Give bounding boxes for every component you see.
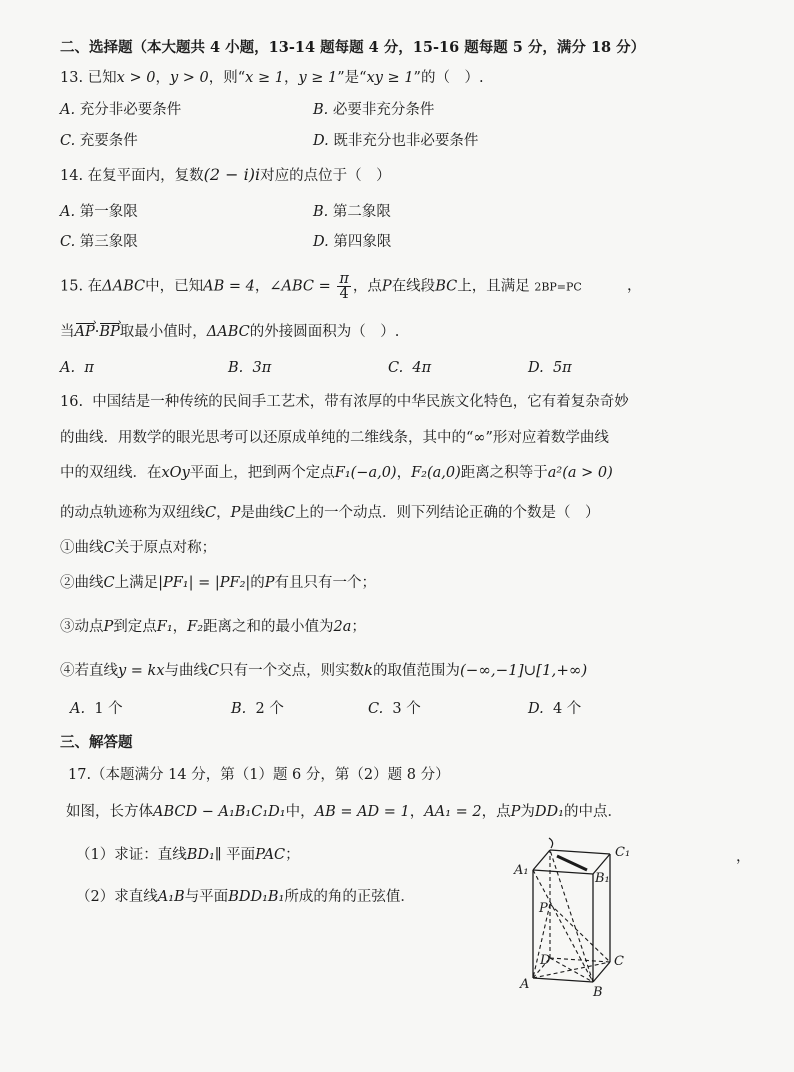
q15-angle-fraction: $\frac{\pi}{4}$	[339, 271, 349, 302]
q16-option-d: D. 4 个	[528, 701, 582, 717]
q14-option-d: D. 第四象限	[313, 234, 392, 250]
seg-pc	[550, 904, 610, 962]
q15-number: 15.	[60, 278, 84, 295]
label-c: C	[614, 954, 624, 969]
q15-option-b: B. 3π	[228, 360, 272, 376]
label-p: P	[539, 901, 548, 916]
q14-number: 14.	[60, 168, 84, 184]
section-2-heading: 二、选择题（本大题共 4 小题，13-14 题每题 4 分，15-16 题每题 5 分，满分 18 分）	[60, 39, 646, 56]
q16-option-c: C. 3 个	[368, 701, 421, 717]
q16-line3: 中的双纽线．在xOy平面上，把到两个定点F₁(−a,0)，F₂(a,0)距离之积等于a²(a > 0)	[60, 465, 613, 481]
label-b1: B₁	[595, 871, 610, 886]
q15-condition: 2BP=PC	[534, 280, 582, 294]
q16-statement-1: ①曲线C关于原点对称；	[60, 540, 217, 556]
q16-option-a: A. 1 个	[70, 701, 123, 717]
q13-option-c: C. 充要条件	[60, 133, 138, 149]
q17-part-2: （2）求直线A₁B与平面BDD₁B₁所成的角的正弦值．	[76, 889, 415, 905]
q15-option-c: C. 4π	[388, 360, 432, 376]
q15-option-a: A. π	[60, 360, 94, 376]
edge-ab	[533, 978, 593, 982]
q17-stem: 如图，长方体ABCD − A₁B₁C₁D₁中，AB = AD = 1，AA₁ = 2，点P为DD₁的中点．	[66, 804, 622, 820]
q13-option-b: B. 必要非充分条件	[313, 102, 435, 118]
q13-stem: 13. 已知x > 0，y > 0，则“x ≥ 1，y ≥ 1”是“xy ≥ 1”的（ ）.	[60, 70, 484, 86]
vector-ap: AP ›	[75, 322, 95, 342]
edge-c1d1	[550, 850, 610, 854]
q13-option-d: D. 既非充分也非必要条件	[313, 133, 479, 149]
q15-option-d: D. 5π	[528, 360, 572, 376]
q17-part-1: （1）求证：直线BD₁∥ 平面PAC；	[76, 847, 300, 863]
q14-option-c: C. 第三象限	[60, 234, 138, 250]
q13-number: 13.	[60, 70, 84, 86]
cuboid-figure	[505, 830, 645, 1000]
pen-squiggle	[549, 838, 553, 848]
q16-statement-2: ②曲线C上满足|PF₁| = |PF₂|的P有且只有一个；	[60, 575, 377, 591]
q17-header: 17.（本题满分 14 分，第（1）题 6 分，第（2）题 8 分）	[68, 767, 450, 783]
label-a: A	[520, 977, 530, 992]
label-a1: A₁	[514, 863, 529, 878]
q16-statement-4: ④若直线y = kx与曲线C只有一个交点，则实数k的取值范围为(−∞,−1]∪[1,+∞)	[60, 661, 588, 679]
q14-option-a: A. 第一象限	[60, 204, 138, 220]
q14-stem: 14. 在复平面内，复数(2 − i)i对应的点位于（ ）	[60, 165, 391, 184]
q16-line1: 16. 中国结是一种传统的民间手工艺术，带有浓厚的中华民族文化特色，它有着复杂奇妙	[60, 394, 629, 410]
q13-option-a: A. 充分非必要条件	[60, 102, 182, 118]
q17-stray-comma: ，	[736, 849, 751, 865]
q14-option-b: B. 第二象限	[313, 204, 391, 220]
section-3-heading: 三、解答题	[60, 734, 133, 751]
edge-d1a1	[533, 850, 550, 870]
edge-a1b1	[533, 870, 593, 874]
q16-number: 16.	[60, 394, 84, 410]
q15-trailing-comma: ，	[627, 278, 642, 294]
label-b: B	[593, 985, 603, 1000]
q16-line4: 的动点轨迹称为双纽线C，P是曲线C上的一个动点．则下列结论正确的个数是（ ）	[60, 505, 600, 521]
label-d: D	[540, 953, 551, 968]
q15-stem-line1: 15. 在ΔABC中，已知AB = 4，∠ABC = $\frac{\pi}{4}$ ，点P在线段BC上，且满足 2BP=PC	[60, 271, 582, 302]
q16-option-b: B. 2 个	[231, 701, 284, 717]
pen-mark	[557, 856, 587, 870]
q16-statement-3: ③动点P到定点F₁，F₂距离之和的最小值为2a；	[60, 619, 366, 635]
vector-bp: BP ›	[99, 322, 119, 342]
label-c1: C₁	[615, 845, 631, 860]
q16-line2: 的曲线．用数学的眼光思考可以还原成单纯的二维线条，其中的“∞”形对应着数学曲线	[60, 430, 609, 446]
q15-stem-line2: 当AP ›·BP ›取最小值时，ΔABC的外接圆面积为（ ）.	[60, 322, 399, 342]
